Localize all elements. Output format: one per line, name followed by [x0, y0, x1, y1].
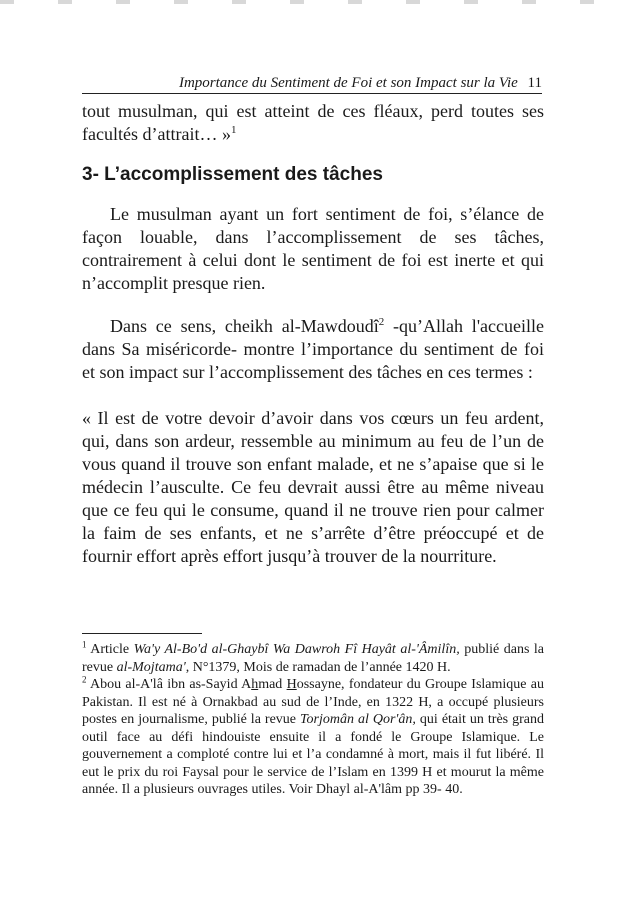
paragraph-1: Le musulman ayant un fort sentiment de foi, s’élance de façon louable, dans l’accomplissement de ses tâches, contrairement à celui dont le sentiment de foi est inerte et qui n’accomplit presque rien. — [82, 204, 544, 293]
footnote-2-name-c: ossayne, fondateur du Groupe Islamique au Pakistan. Il est né à Ornakbad au sud de l’Inde, en 1322 H, a occupé plusieurs postes en journalisme, publié la revue — [82, 677, 544, 727]
footnote-1-title: Wa'y Al-Bo'd al-Ghaybî Wa Dawroh Fî Hayât al-'Âmilîn, — [133, 642, 460, 657]
footnote-2-name-b: mad — [258, 677, 287, 692]
footnote-ref-2: 2 — [378, 316, 385, 328]
continuation-paragraph — [82, 100, 544, 146]
quote-paragraph: « Il est de votre devoir d’avoir dans vos cœurs un feu ardent, qui, dans son ardeur, ressemble au minimum au feu de l’un de vous quand il trouve son enfant malade, et ne s’apaise que si le médecin l’ausculte. Ce feu devrait aussi être au même niveau que ce feu qui le consume, quand il ne trouve rien pour calmer la faim de ses enfants, et ne s’arrête d’être préoccupé et de fournir effort après effort jusqu’à trouver de la nourriture. — [82, 408, 544, 566]
footnote-1-number: 1 — [82, 639, 87, 650]
section-heading: 3- L’accomplissement des tâches — [82, 164, 383, 185]
header-rule — [82, 93, 542, 94]
paragraph-2-after: -qu’Allah l'accueille dans Sa miséricorde- montre l’importance du sentiment de foi et son impact sur l’accomplissement des tâches en ces termes : — [82, 316, 545, 382]
footnote-2-name-h: h — [251, 677, 259, 692]
footnote-ref-1: 1 — [230, 124, 237, 136]
footnote-1-lead: Article — [90, 642, 134, 657]
footnote-1-mid: publié dans la revue — [82, 642, 544, 675]
footnote-2-tail: qui était un très grand outil face au défi hindouiste ensuite il a fondé le Groupe Islamique. Le gouvernement a comploté contre lui et l’a condamné à mort, mais il fut libéré. Il eut le prix du roi Faysal pour le service de l’Islam en 1399 H et mourut la même année. Il a plusieurs ouvrages utiles. Voir Dhayl al-A'lâm pp 39- 40. — [82, 712, 545, 797]
footnote-rule — [82, 633, 202, 634]
paragraph-2 — [82, 315, 544, 384]
continuation-text: tout musulman, qui est atteint de ces fléaux, perd toutes ses facultés d’attrait… » — [82, 101, 544, 144]
footnotes — [82, 641, 544, 799]
page-number: 11 — [527, 75, 542, 91]
footnote-1-tail: , N°1379, Mois de ramadan de l’année 1420 H. — [185, 659, 451, 675]
footnote-1-journal: al-Mojtama' — [116, 659, 186, 675]
running-header-title: Importance du Sentiment de Foi et son Impact sur la Vie — [178, 75, 518, 91]
footnote-2 — [82, 676, 544, 799]
running-header — [140, 74, 542, 92]
footnote-2-name-a: Abou al-A'lâ ibn as-Sayid A — [90, 677, 252, 692]
footnote-2-name-H: H — [286, 677, 297, 692]
footnote-1 — [82, 641, 544, 676]
footnote-2-number: 2 — [82, 674, 87, 685]
paragraph-2-before: Dans ce sens, cheikh al-Mawdoudî — [110, 316, 379, 336]
footnote-2-journal: Torjomân al Qor'ân, — [300, 712, 416, 727]
scan-edge-artifact — [0, 0, 638, 4]
